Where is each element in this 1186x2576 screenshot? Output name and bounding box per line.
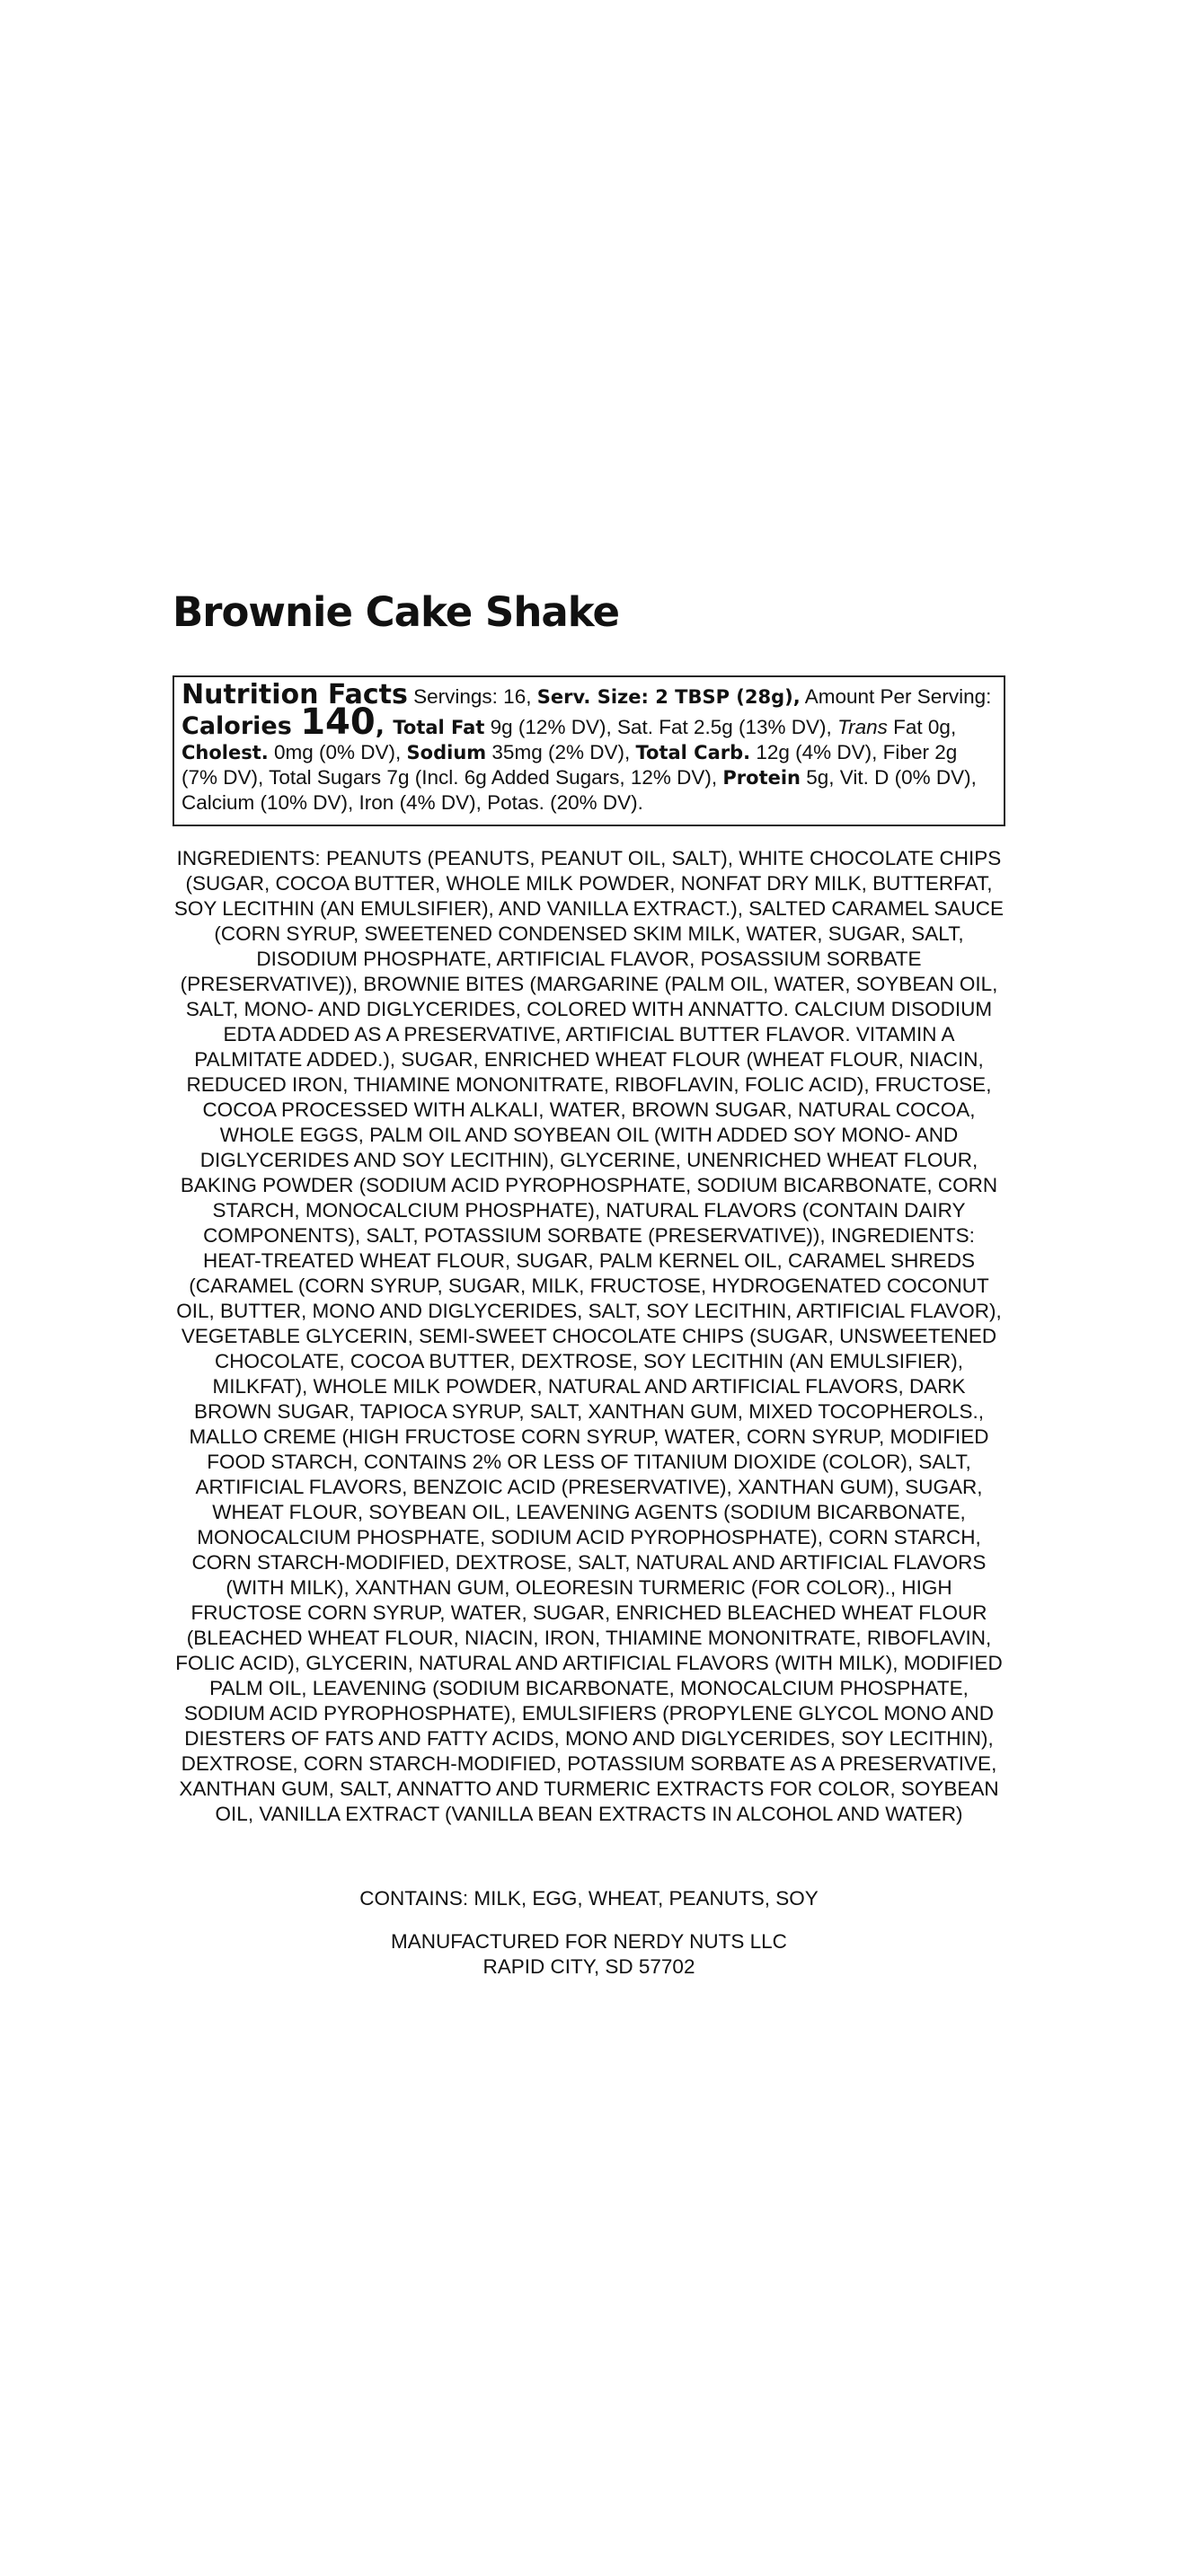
serving-size-label: Serv. Size: [536, 686, 649, 708]
total-carb-label: Total Carb. [635, 742, 751, 763]
sodium-value: 35mg (2% DV), [486, 741, 636, 763]
calories-label: Calories [181, 712, 301, 740]
trans-fat-value: Fat 0g, [887, 716, 957, 738]
calories-comma: , [375, 712, 394, 740]
cholesterol-value: 0mg (0% DV), [268, 741, 407, 763]
manufacturer-name: MANUFACTURED FOR NERDY NUTS LLC [391, 1930, 787, 1953]
allergen-statement: CONTAINS: MILK, EGG, WHEAT, PEANUTS, SOY [359, 1887, 819, 1910]
nutrition-facts-heading: Nutrition Facts [181, 679, 408, 710]
manufacturer-info [173, 1929, 1005, 1980]
calories-value: 140 [300, 701, 376, 743]
nutrition-facts-panel [173, 675, 1005, 826]
protein-value: 5g, Vit. D (0% DV), Calcium (10% DV), Iron (4% DV), Potas. (20% DV). [181, 766, 977, 814]
product-title: Brownie Cake Shake [173, 588, 619, 636]
total-fat-value: 9g (12% DV), Sat. Fat 2.5g (13% DV), [484, 716, 838, 738]
total-carb-value: 12g (4% DV), Fiber 2g (7% DV), Total Sugars 7g (Incl. 6g Added Sugars, 12% DV), [181, 741, 958, 789]
servings-text: Servings: 16, [407, 685, 537, 708]
manufacturer-address: RAPID CITY, SD 57702 [482, 1955, 695, 1978]
protein-label: Protein [722, 767, 801, 789]
total-fat-label: Total Fat [393, 717, 485, 738]
amount-per-serving-text: Amount Per Serving: [800, 685, 992, 708]
serving-size-value: 2 TBSP (28g), [648, 686, 801, 708]
trans-fat-label: Trans [837, 716, 888, 738]
cholesterol-label: Cholest. [181, 742, 269, 763]
ingredients-list: INGREDIENTS: PEANUTS (PEANUTS, PEANUT OIL, SALT), WHITE CHOCOLATE CHIPS (SUGAR, COCOA BUTTER, WHOLE MILK POWDER, NONFAT DRY MILK, BUTTERFAT, SOY LECITHIN (AN EMULSIFIER), AND VANILLA EXTRACT.), SALTED CARAMEL SAUCE (CORN SYRUP, SWEETENED CONDENSED SKIM MILK, WATER, SUGAR, SALT, DISODIUM PHOSPHATE, ARTIFICIAL FLAVOR, POSASSIUM SORBATE (PRESERVATIVE)), BROWNIE BITES (MARGARINE (PALM OIL, WATER, SOYBEAN OIL, SALT, MONO- AND DIGLYCERIDES, COLORED WITH ANNATTO. CALCIUM DISODIUM EDTA ADDED AS A PRESERVATIVE, ARTIFICIAL BUTTER FLAVOR. VITAMIN A PALMITATE ADDED.), SUGAR, ENRICHED WHEAT FLOUR (WHEAT FLOUR, NIACIN, REDUCED IRON, THIAMINE MONONITRATE, RIBOFLAVIN, FOLIC ACID), FRUCTOSE, COCOA PROCESSED WITH ALKALI, WATER, BROWN SUGAR, NATURAL COCOA, WHOLE EGGS, PALM OIL AND SOYBEAN OIL (WITH ADDED SOY MONO- AND DIGLYCERIDES AND SOY LECITHIN), GLYCERINE, UNENRICHED WHEAT FLOUR, BAKING POWDER (SODIUM ACID PYROPHOSPHATE, SODIUM BICARBONATE, CORN STARCH, MONOCALCIUM PHOSPHATE), NATURAL FLAVORS (CONTAIN DAIRY COMPONENTS), SALT, POTASSIUM SORBATE (PRESERVATIVE)), INGREDIENTS: HEAT-TREATED WHEAT FLOUR, SUGAR, PALM KERNEL OIL, CARAMEL SHREDS (CARAMEL (CORN SYRUP, SUGAR, MILK, FRUCTOSE, HYDROGENATED COCONUT OIL, BUTTER, MONO AND DIGLYCERIDES, SALT, SOY LECITHIN, ARTIFICIAL FLAVOR), VEGETABLE GLYCERIN, SEMI-SWEET CHOCOLATE CHIPS (SUGAR, UNSWEETENED CHOCOLATE, COCOA BUTTER, DEXTROSE, SOY LECITHIN (AN EMULSIFIER), MILKFAT), WHOLE MILK POWDER, NATURAL AND ARTIFICIAL FLAVORS, DARK BROWN SUGAR, TAPIOCA SYRUP, SALT, XANTHAN GUM, MIXED TOCOPHEROLS., MALLO CREME (HIGH FRUCTOSE CORN SYRUP, WATER, CORN SYRUP, MODIFIED FOOD STARCH, CONTAINS 2% OR LESS OF TITANIUM DIOXIDE (COLOR), SALT, ARTIFICIAL FLAVORS, BENZOIC ACID (PRESERVATIVE), XANTHAN GUM), SUGAR, WHEAT FLOUR, SOYBEAN OIL, LEAVENING AGENTS (SODIUM BICARBONATE, MONOCALCIUM PHOSPHATE, SODIUM ACID PYROPHOSPHATE), CORN STARCH, CORN STARCH-MODIFIED, DEXTROSE, SALT, NATURAL AND ARTIFICIAL FLAVORS (WITH MILK), XANTHAN GUM, OLEORESIN TURMERIC (FOR COLOR)., HIGH FRUCTOSE CORN SYRUP, WATER, SUGAR, ENRICHED BLEACHED WHEAT FLOUR (BLEACHED WHEAT FLOUR, NIACIN, IRON, THIAMINE MONONITRATE, RIBOFLAVIN, FOLIC ACID), GLYCERIN, NATURAL AND ARTIFICIAL FLAVORS (WITH MILK), MODIFIED PALM OIL, LEAVENING (SODIUM BICARBONATE, MONOCALCIUM PHOSPHATE, SODIUM ACID PYROPHOSPHATE), EMULSIFIERS (PROPYLENE GLYCOL MONO AND DIESTERS OF FATS AND FATTY ACIDS, MONO AND DIGLYCERIDES, SOY LECITHIN), DEXTROSE, CORN STARCH-MODIFIED, POTASSIUM SORBATE AS A PRESERVATIVE, XANTHAN GUM, SALT, ANNATTO AND TURMERIC EXTRACTS FOR COLOR, SOYBEAN OIL, VANILLA EXTRACT (VANILLA BEAN EXTRACTS IN ALCOHOL AND WATER) [173, 847, 1005, 1825]
sodium-label: Sodium [406, 742, 487, 763]
